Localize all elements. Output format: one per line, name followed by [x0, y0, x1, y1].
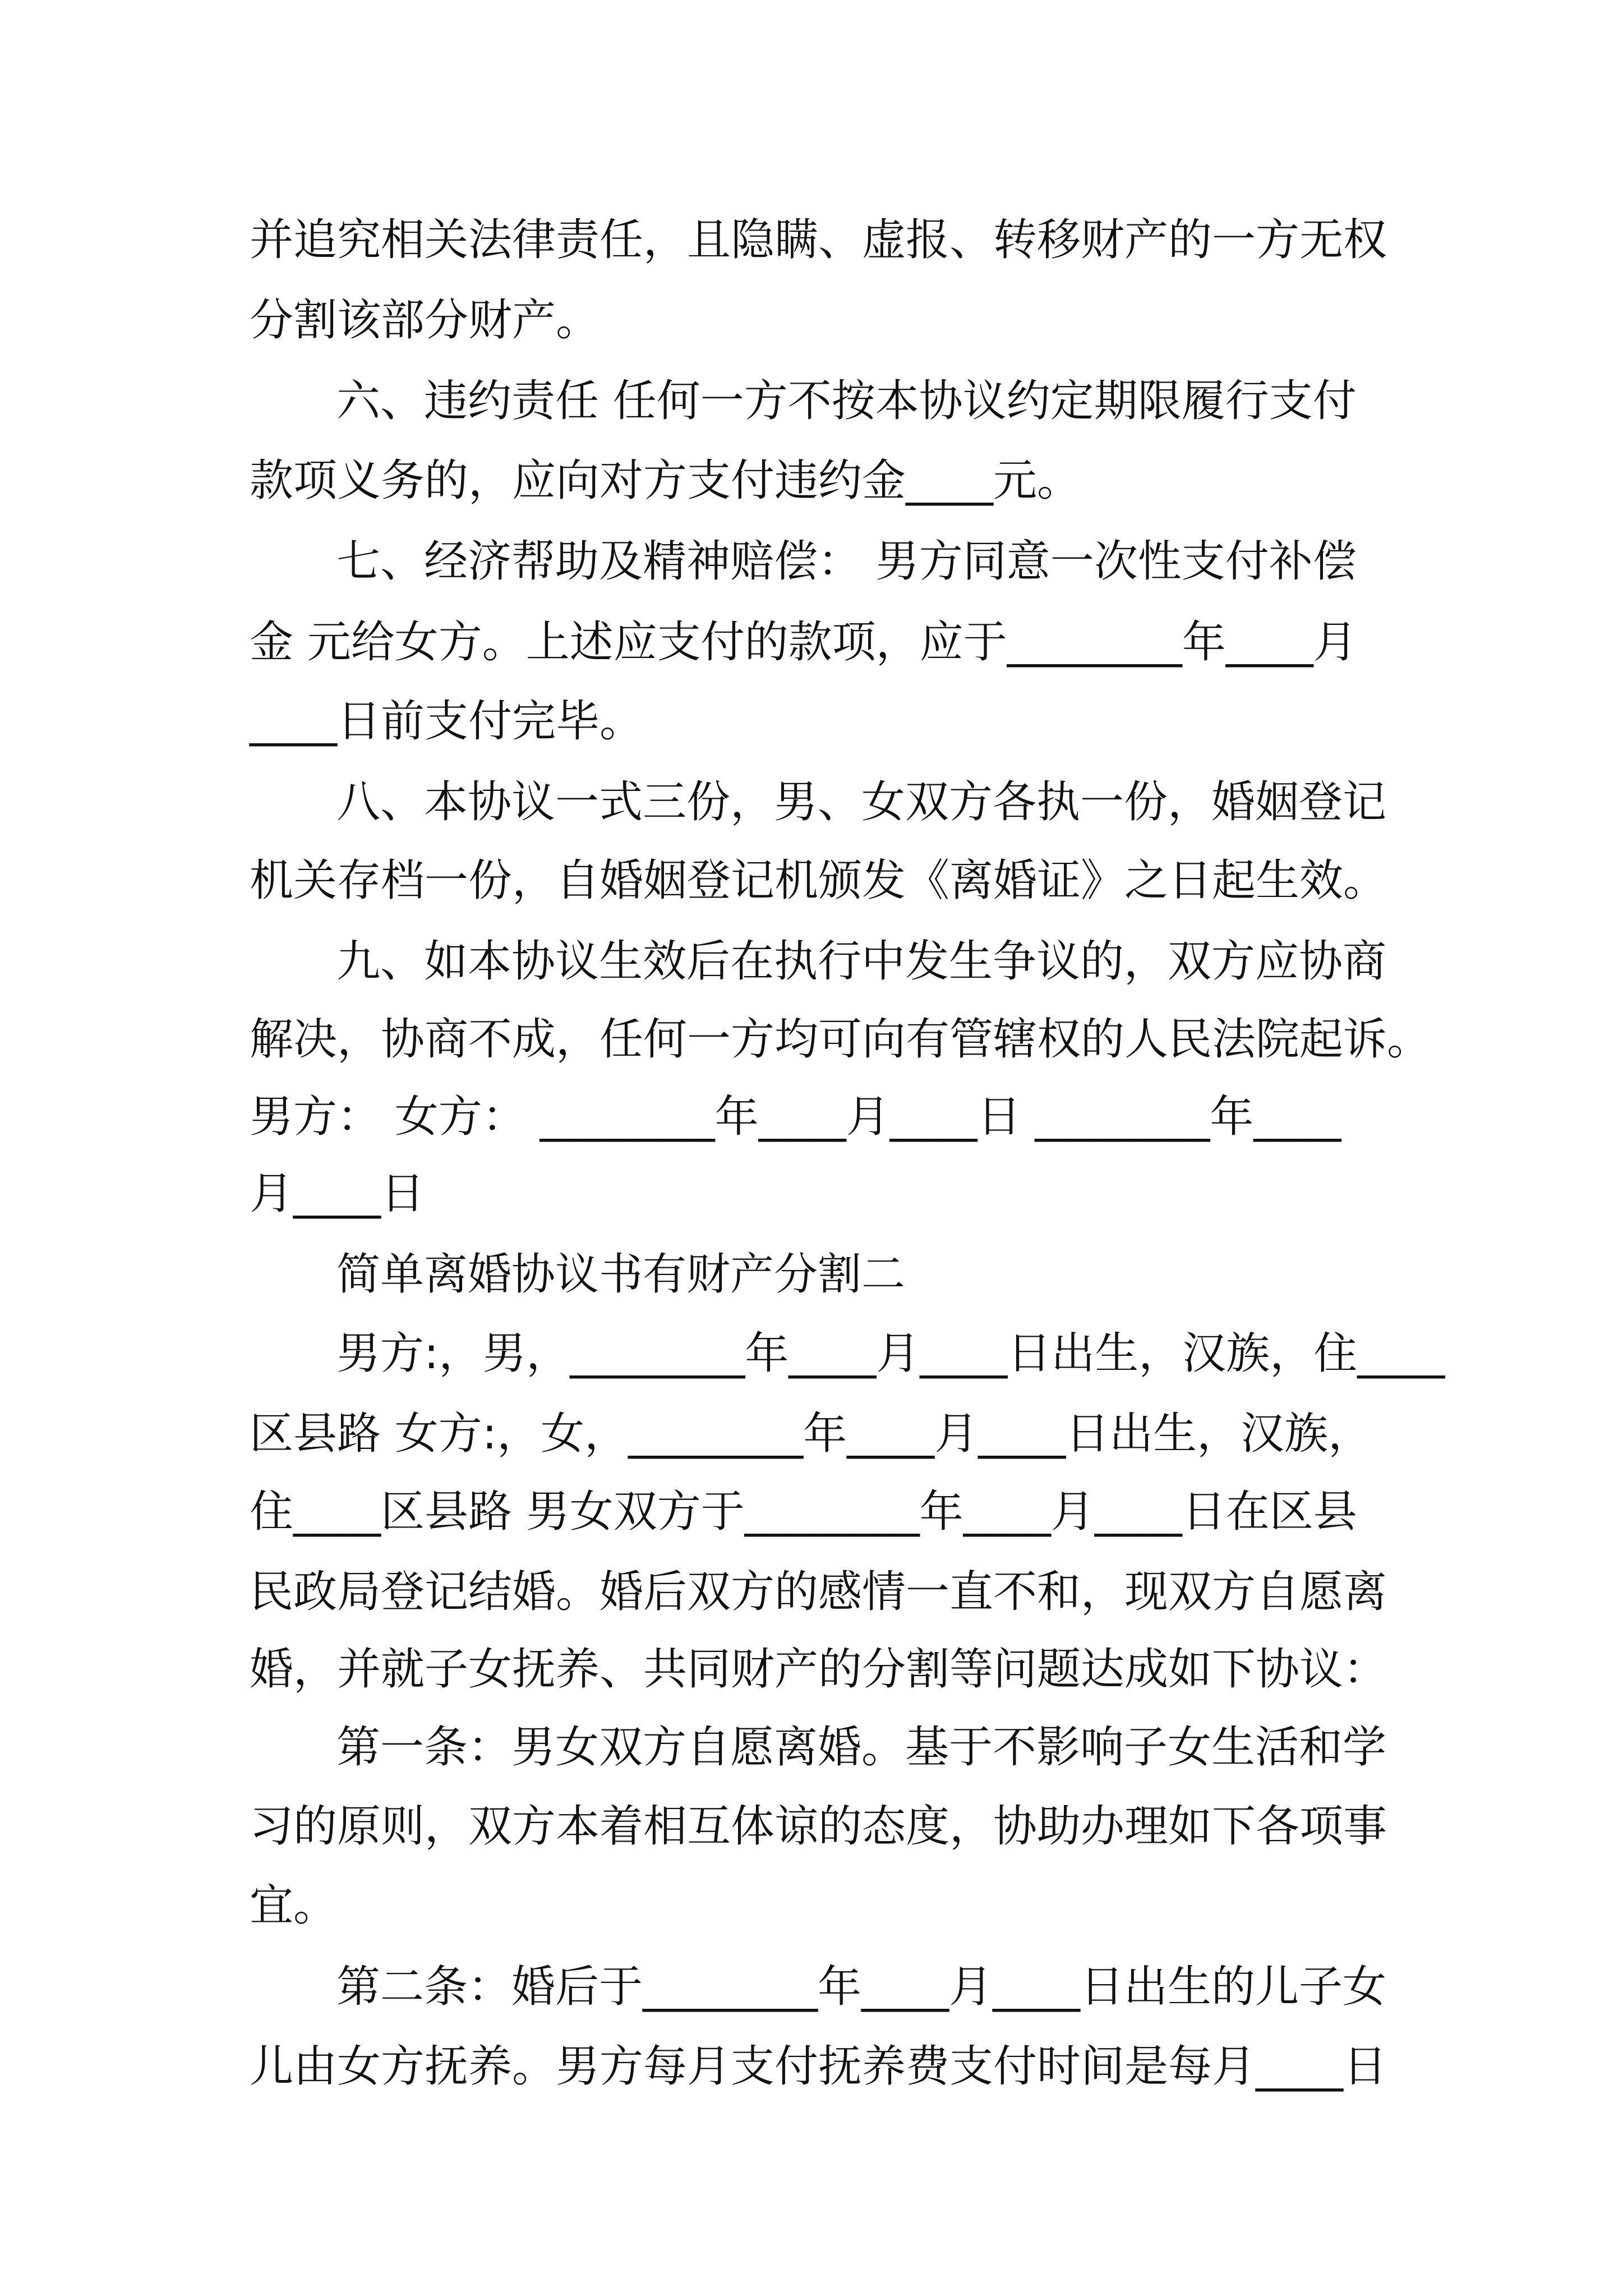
text-line: 第一条：男女双方自愿离婚。基于不影响子女生活和学 [336, 1722, 1387, 1773]
text-line: 六、违约责任 任何一方不按本协议约定期限履行支付 [336, 376, 1357, 426]
text-line: 儿由女方抚养。男方每月支付抚养费支付时间是每月____日 [250, 2041, 1387, 2092]
section-heading: 简单离婚协议书有财产分割二 [336, 1249, 906, 1300]
text-line: 男方:，男，________年____月____日出生，汉族，住____ [336, 1328, 1445, 1379]
text-line: ____日前支付完毕。 [250, 696, 644, 747]
text-line: 宜。 [250, 1880, 338, 1931]
text-line: 男方： 女方： ________年____月____日 ________年____ [250, 1092, 1341, 1142]
text-line: 款项义务的，应向对方支付违约金____元。 [250, 455, 1081, 506]
text-line: 九、如本协议生效后在执行中发生争议的，双方应协商 [336, 936, 1387, 987]
text-line: 八、本协议一式三份，男、女双方各执一份，婚姻登记 [336, 777, 1387, 827]
text-line: 解决，协商不成，任何一方均可向有管辖权的人民法院起诉。 [250, 1014, 1431, 1065]
text-line: 机关存档一份，自婚姻登记机颁发《离婚证》之日起生效。 [250, 855, 1387, 906]
text-line: 习的原则，双方本着相互体谅的态度，协助办理如下各项事 [250, 1801, 1387, 1852]
text-line: 分割该部分财产。 [250, 295, 600, 346]
text-line: 民政局登记结婚。婚后双方的感情一直不和，现双方自愿离 [250, 1567, 1387, 1617]
text-line: 婚，并就子女抚养、共同财产的分割等问题达成如下协议： [250, 1644, 1387, 1695]
text-line: 区县路 女方:，女，________年____月____日出生，汉族， [250, 1409, 1372, 1459]
text-line: 第二条：婚后于________年____月____日出生的儿子女 [336, 1962, 1387, 2012]
text-line: 住____区县路 男女双方于________年____月____日在区县 [250, 1487, 1357, 1537]
text-line: 月____日 [250, 1168, 425, 1219]
text-line: 金 元给女方。上述应支付的款项，应于________年____月 [250, 617, 1357, 668]
text-line: 并追究相关法律责任，且隐瞒、虚报、转移财产的一方无权 [250, 215, 1387, 265]
text-line: 七、经济帮助及精神赔偿： 男方同意一次性支付补偿 [336, 536, 1357, 587]
